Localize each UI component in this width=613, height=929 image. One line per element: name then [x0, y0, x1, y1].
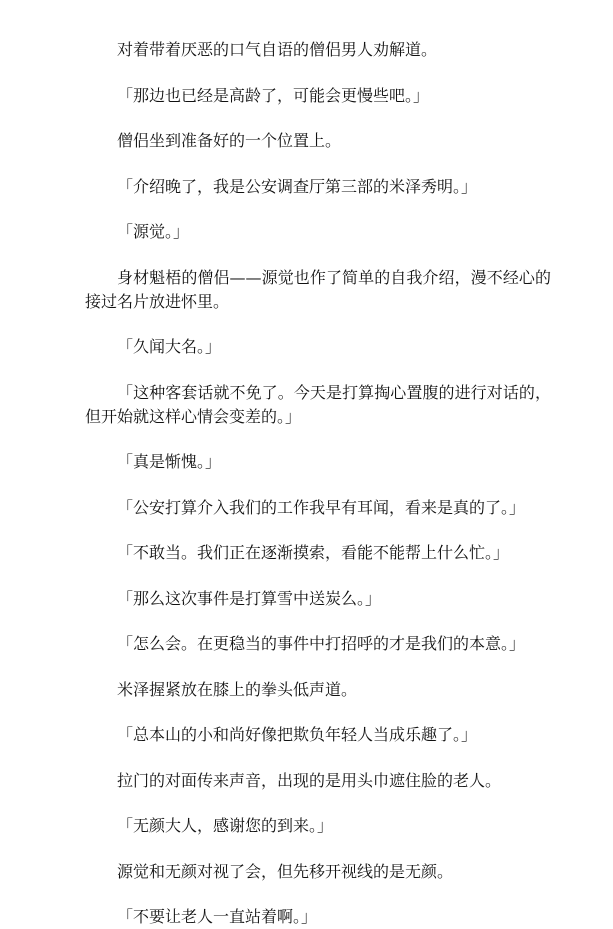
paragraph: 「公安打算介入我们的工作我早有耳闻，看来是真的了。」	[117, 497, 526, 517]
paragraph: 拉门的对面传来声音，出现的是用头巾遮住脸的老人。	[117, 770, 502, 790]
paragraph: 「不敢当。我们正在逐渐摸索，看能不能帮上什么忙。」	[117, 543, 510, 562]
paragraph: 「那么这次事件是打算雪中送炭么。」	[117, 588, 382, 608]
paragraph: 米泽握紧放在膝上的拳头低声道。	[117, 679, 358, 699]
paragraph: 「总本山的小和尚好像把欺负年轻人当成乐趣了。」	[117, 725, 478, 744]
paragraph: 「久闻大名。」	[117, 337, 222, 356]
paragraph: 「无颜大人，感谢您的到来。」	[117, 816, 334, 835]
paragraph: 「怎么会。在更稳当的事件中打招呼的才是我们的本意。」	[117, 634, 526, 653]
paragraph: 僧侣坐到准备好的一个位置上。	[117, 131, 342, 150]
paragraph: 源觉和无颜对视了会，但先移开视线的是无颜。	[117, 861, 454, 881]
paragraph: 「真是惭愧。」	[117, 452, 222, 471]
paragraph: 「那边也已经是高龄了，可能会更慢些吧。」	[117, 85, 430, 105]
paragraph: 身材魁梧的僧侣——源觉也作了简单的自我介绍，漫不经心的接过名片放进怀里。	[85, 267, 551, 311]
paragraph: 「这种客套话就不免了。今天是打算掏心置腹的进行对话的，但开始就这样心情会变差的。」	[85, 382, 551, 426]
paragraph: 「介绍晚了，我是公安调查厅第三部的米泽秀明。」	[117, 176, 478, 196]
paragraph: 对着带着厌恶的口气自语的僧侣男人劝解道。	[117, 40, 438, 59]
paragraph: 「不要让老人一直站着啊。」	[117, 907, 318, 926]
paragraph: 「源觉。」	[117, 222, 190, 241]
